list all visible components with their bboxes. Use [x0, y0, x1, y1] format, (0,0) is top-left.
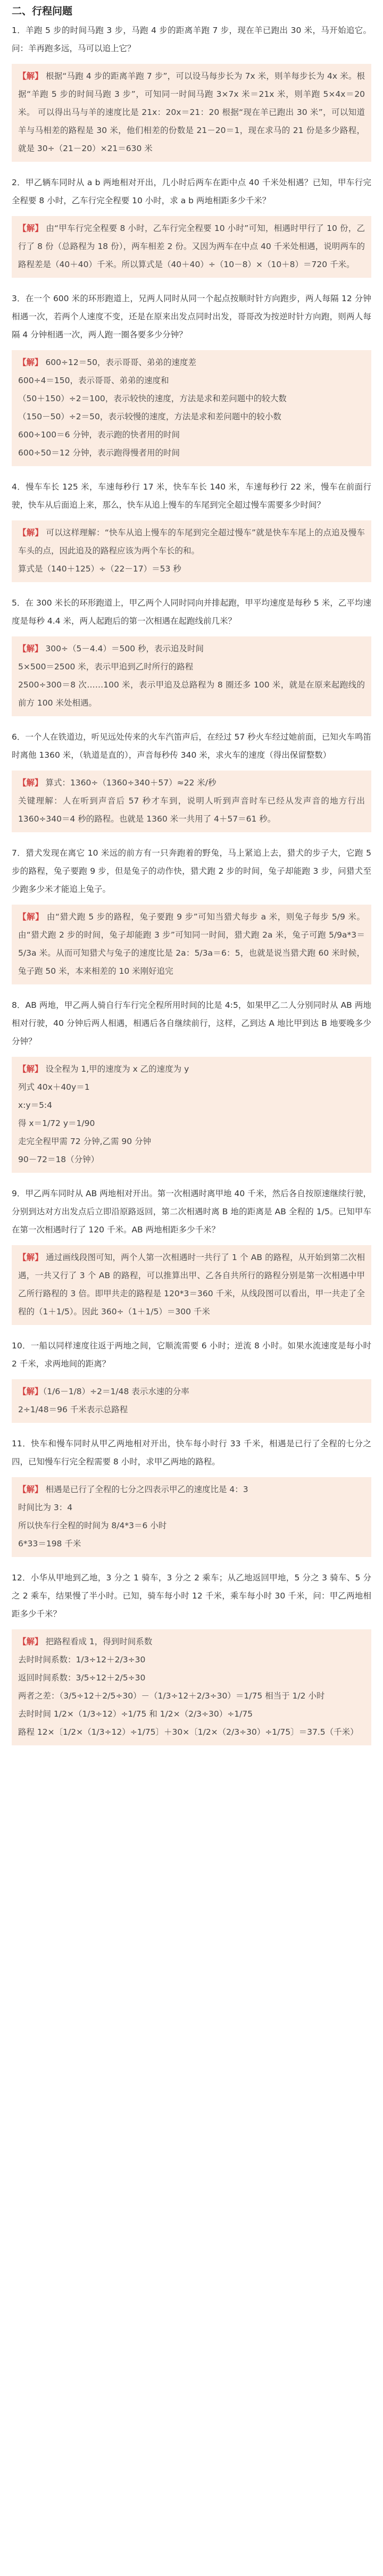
solution-line: （50＋150）÷2＝100，表示较快的速度，方法是求和差问题中的较大数 — [18, 394, 287, 403]
solution-line: 【解】 设全程为 1,甲的速度为 x 乙的速度为 y — [18, 1064, 189, 1074]
problem-question: 12．小华从甲地到乙地，3 分之 1 骑车，3 分之 2 乘车；从乙地返回甲地，5 分之 3 骑车、5 分之 2 乘车，结果慢了半小时。已知，骑车每小时 12 千米，乘车每小时 30 千米，问：甲乙两地相距多少千米？ — [12, 1573, 371, 1619]
solution-line: 2500÷300＝8 次……100 米，表示甲追及总路程为 8 圈还多 100 米，就是在原来起跑线的前方 100 米处相遇。 — [18, 680, 365, 708]
problem-question: 7．猎犬发现在离它 10 米远的前方有一只奔跑着的野兔，马上紧追上去，猎犬的步子大，它跑 5 步的路程，兔子要跑 9 步，但是兔子的动作快，猎犬跑 2 步的时间，兔子却能跑 3 步，问猎犬至少跑多少米才能追上兔子。 — [12, 848, 371, 894]
solution-line: 【解】 通过画线段图可知，两个人第一次相遇时一共行了 1 个 AB 的路程，从开始到第二次相遇，一共又行了 3 个 AB 的路程，可以推算出甲、乙各自共所行的路程分别是第一次相遇中甲乙所行路程的 3 倍。即甲共走的路程是 120*3＝360 千米，从线段图可以看出，甲一共走了全程的（1＋1/5）。因此 360÷（1＋1/5）＝300 千米 — [18, 1253, 365, 1316]
problem-question: 5．在 300 米长的环形跑道上，甲乙两个人同时同向并排起跑，甲平均速度是每秒 5 米，乙平均速度是每秒 4.4 米，两人起跑后的第一次相遇在起跑线前几米？ — [12, 598, 371, 626]
problem-1 — [12, 21, 371, 162]
solution-box — [12, 1379, 371, 1423]
solution-line: 5×500＝2500 米，表示甲追到乙时所行的路程 — [18, 662, 194, 672]
solution-line: 【解】 600÷12＝50，表示哥哥、弟弟的速度差 — [18, 358, 196, 367]
problem-4 — [12, 478, 371, 582]
solution-line: 【解】 300÷（5－4.4）＝500 秒，表示追及时间 — [18, 644, 204, 653]
solution-line: 600÷4＝150，表示哥哥、弟弟的速度和 — [18, 376, 169, 385]
solution-line: 【解】 可以这样理解：“快车从追上慢车的车尾到完全超过慢车”就是快车车尾上的点追及慢车车头的点，因此追及的路程应该为两个车长的和。 — [18, 528, 365, 556]
problem-6 — [12, 728, 371, 832]
solution-line: 【解】 由“猎犬跑 5 步的路程，兔子要跑 9 步”可知当猎犬每步 a 米，则兔子每步 5/9 米。由“猎犬跑 2 步的时间，兔子却能跑 3 步”可知同一时间，猎犬跑 2a 米，兔子可跑 5/9a*3＝5/3a 米。从而可知猎犬与兔子的速度比是 2a：5/3a＝6：5，也就是说当猎犬跑 60 米时候，兔子跑 50 米，本来相差的 10 米刚好追完 — [18, 912, 365, 976]
solution-line: 算式是（140＋125）÷（22－17）＝53 秒 — [18, 564, 181, 574]
solution-tag: 【解】 — [18, 71, 43, 81]
solution-tag: 【解】 — [18, 358, 43, 367]
solution-tag: 【解】 — [18, 1253, 44, 1262]
solution-line: 两者之差：（3/5÷12＋2/5÷30）－（1/3÷12＋2/3÷30）＝1/75 相当于 1/2 小时 — [18, 1691, 325, 1701]
problem-question: 9．甲乙两车同时从 AB 两地相对开出。第一次相遇时离甲地 40 千米，然后各自按原速继续行驶，分别到达对方出发点后立即沿原路返回，第二次相遇时离 B 地的距离是 AB 全程的 1/5。已知甲车在第一次相遇时行了 120 千米。AB 两地相距多少千米？ — [12, 1189, 371, 1235]
solution-tag: 【解】 — [18, 1387, 43, 1396]
problem-question: 3．在一个 600 米的环形跑道上，兄两人同时从同一个起点按顺时针方向跑步，两人每隔 12 分钟相遇一次，若两个人速度不变，还是在原来出发点同时出发，哥哥改为按逆时针方向跑，则两人每隔 4 分钟相遇一次，两人跑一圈各要多少分钟？ — [12, 294, 371, 339]
solution-box — [12, 905, 371, 984]
section-title: 二、行程问题 — [12, 5, 73, 17]
solution-box — [12, 636, 371, 716]
solution-box — [12, 1245, 371, 1325]
problem-5 — [12, 594, 371, 716]
problem-question: 8．AB 两地，甲乙两人骑自行车行完全程所用时间的比是 4:5，如果甲乙二人分别同时从 AB 两地相对行驶，40 分钟后两人相遇，相遇后各自继续前行，这样，乙到达 A 地比甲到达 B 地要晚多少分钟？ — [12, 1000, 371, 1046]
solution-line: 去时时间系数：1/3÷12＋2/3÷30 — [18, 1655, 146, 1664]
solution-box — [12, 350, 371, 466]
solution-line: 【解】（1/6－1/8）÷2＝1/48 表示水速的分率 — [18, 1387, 189, 1396]
solution-box — [12, 216, 371, 278]
solution-box — [12, 64, 371, 162]
solution-line: 600÷100＝6 分钟，表示跑的快者用的时间 — [18, 430, 180, 440]
problem-question: 6．一个人在铁道边，听见远处传来的火车汽笛声后，在经过 57 秒火车经过她前面，已知火车鸣笛时离他 1360 米，（轨道是直的），声音每秒传 340 米，求火车的速度（得出保留整数） — [12, 732, 371, 760]
solution-box — [12, 520, 371, 582]
solution-box — [12, 771, 371, 832]
solution-line: 路程 12×〔1/2×（1/3÷12）÷1/75〕＋30×〔1/2×（2/3÷30）÷1/75〕＝37.5（千米） — [18, 1727, 359, 1737]
solution-tag: 【解】 — [18, 528, 44, 537]
solution-line: 时间比为 3：4 — [18, 1503, 73, 1512]
solution-tag: 【解】 — [18, 1637, 43, 1646]
problem-7 — [12, 844, 371, 984]
solution-box — [12, 1057, 371, 1173]
problem-3 — [12, 289, 371, 466]
solution-tag: 【解】 — [18, 778, 43, 788]
solution-line: 列式 40x＋40y＝1 — [18, 1082, 90, 1092]
solution-line: 600÷50＝12 分钟，表示跑得慢者用的时间 — [18, 448, 180, 458]
solution-line: 【解】 算式：1360÷（1360÷340＋57）≈22 米/秒 — [18, 778, 217, 788]
solution-line: 关键理解：人在听到声音后 57 秒才车到，说明人听到声音时车已经从发声音的地方行出 1360÷340＝4 秒的路程。也就是 1360 米一共用了 4＋57＝61 秒。 — [18, 796, 365, 824]
solution-box — [12, 1629, 371, 1745]
problem-question: 10．一船以同样速度往返于两地之间，它顺流需要 6 小时；逆流 8 小时。如果水流速度是每小时 2 千米，求两地间的距离？ — [12, 1341, 371, 1369]
solution-line: 90－72＝18（分钟） — [18, 1155, 99, 1164]
solution-line: 6*33＝198 千米 — [18, 1539, 81, 1548]
solution-line: 得 x＝1/72 y＝1/90 — [18, 1119, 95, 1128]
solution-line: 【解】 根据“马跑 4 步的距离羊跑 7 步”，可以设马每步长为 7x 米，则羊每步长为 4x 米。根据“羊跑 5 步的时间马跑 3 步”，可知同一时间马跑 3×7x 米＝21x 米，则羊跑 5×4x＝20 米。 可以得出马与羊的速度比是 21x：20x＝21：20 根据“现在羊已跑出 30 米”，可以知道羊与马相差的路程是 30 米，他们相差的份数是 21－20＝1，现在求马的 21 份是多少路程，就是 30÷（21－20）×21＝630 米 — [18, 71, 365, 153]
problem-2 — [12, 173, 371, 278]
solution-line: 【解】 把路程看成 1，得到时间系数 — [18, 1637, 153, 1646]
problem-question: 1．羊跑 5 步的时间马跑 3 步，马跑 4 步的距离羊跑 7 步，现在羊已跑出 30 米，马开始追它。问：羊再跑多远，马可以追上它？ — [12, 26, 371, 53]
solution-tag: 【解】 — [18, 644, 43, 653]
problem-10 — [12, 1337, 371, 1423]
problem-question: 2．甲乙辆车同时从 a b 两地相对开出，几小时后两车在距中点 40 千米处相遇？已知，甲车行完全程要 8 小时，乙车行完全程要 10 小时，求 a b 两地相距多少千米？ — [12, 178, 371, 205]
solution-tag: 【解】 — [18, 1485, 43, 1494]
solution-tag: 【解】 — [18, 1064, 43, 1074]
solution-line: 2÷1/48＝96 千米表示总路程 — [18, 1405, 128, 1414]
problem-8 — [12, 996, 371, 1173]
solution-line: 走完全程甲需 72 分钟,乙需 90 分钟 — [18, 1137, 152, 1146]
solution-tag: 【解】 — [18, 223, 44, 233]
solution-box — [12, 1477, 371, 1557]
problem-question: 4．慢车车长 125 米，车速每秒行 17 米，快车车长 140 米，车速每秒行 22 米，慢车在前面行驶，快车从后面追上来，那么，快车从追上慢车的车尾到完全超过慢车需要多少时间？ — [12, 482, 371, 510]
solution-line: 去时时间 1/2×（1/3÷12）÷1/75 和 1/2×（2/3÷30）÷1/75 — [18, 1709, 253, 1719]
problem-12 — [12, 1569, 371, 1745]
problem-9 — [12, 1185, 371, 1325]
solution-line: x:y＝5:4 — [18, 1100, 53, 1110]
problem-11 — [12, 1435, 371, 1557]
solution-line: 所以快车行全程的时间为 8/4*3＝6 小时 — [18, 1521, 167, 1530]
solution-line: （150－50）÷2＝50，表示较慢的速度，方法是求和差问题中的较小数 — [18, 412, 281, 421]
solution-line: 【解】 相遇是已行了全程的七分之四表示甲乙的速度比是 4：3 — [18, 1485, 248, 1494]
solution-tag: 【解】 — [18, 912, 44, 922]
solution-line: 【解】 由“甲车行完全程要 8 小时，乙车行完全程要 10 小时”可知，相遇时甲行了 10 份，乙行了 8 份（总路程为 18 份），两车相差 2 份。又因为两车在中点 40 千米处相遇，说明两车的路程差是（40＋40）千米。所以算式是（40＋40）÷（10－8）×（10＋8）＝720 千米。 — [18, 223, 365, 269]
problem-question: 11．快车和慢车同时从甲乙两地相对开出，快车每小时行 33 千米，相遇是已行了全程的七分之四，已知慢车行完全程需要 8 小时，求甲乙两地的路程。 — [12, 1439, 371, 1467]
solution-line: 返回时间系数：3/5÷12＋2/5÷30 — [18, 1673, 146, 1683]
